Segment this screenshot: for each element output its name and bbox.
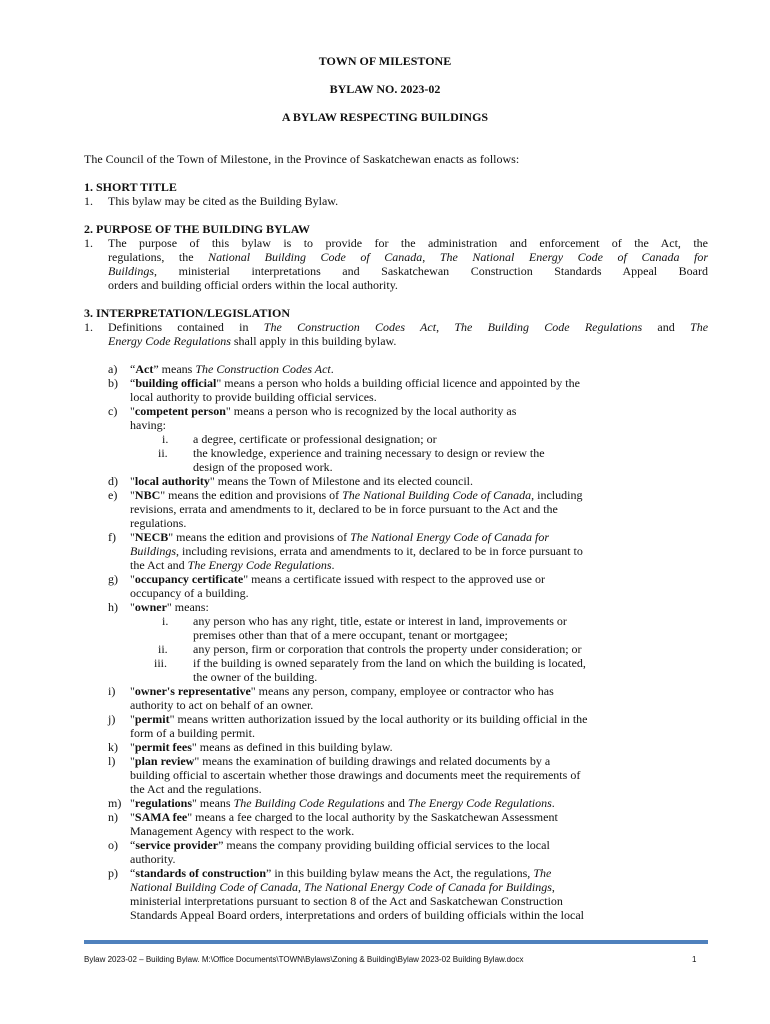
def-l-label: l) (108, 754, 116, 768)
def-n-line-2: Management Agency with respect to the work. (130, 824, 355, 838)
def-h-ii-text: any person, firm or corporation that controls the property under consideration; or (193, 642, 582, 656)
bylaw-subject: A BYLAW RESPECTING BUILDINGS (281, 110, 489, 124)
def-d-line-1: "local authority" means the Town of Milestone and its elected council. (130, 474, 474, 488)
section-3-line-2: Energy Code Regulations shall apply in this building bylaw. (108, 334, 397, 348)
def-b-line-2: local authority to provide building official services. (130, 390, 377, 404)
def-j-label: j) (108, 712, 116, 726)
def-c-label: c) (108, 404, 118, 418)
def-g-line-1: "occupancy certificate" means a certificate issued with respect to the approved use or (130, 572, 545, 586)
def-p-label: p) (108, 866, 118, 880)
def-h-i-text: any person who has any right, title, estate or interest in land, improvements or (193, 614, 567, 628)
def-e-line-3: regulations. (130, 516, 187, 530)
def-c-ii-text: the knowledge, experience and training necessary to design or review the (193, 446, 545, 460)
section-1-number: 1. (84, 194, 93, 208)
def-c-i-number: i. (162, 432, 169, 446)
section-3-line-1: Definitions contained in The Construction Codes Act, The Building Code Regulations and The (108, 320, 709, 334)
def-l-line-1: "plan review" means the examination of building drawings and related documents by a (130, 754, 551, 768)
def-k-line-1: "permit fees" means as defined in this building bylaw. (130, 740, 393, 754)
def-h-i-line-2: premises other than that of a mere occupant, tenant or mortgagee; (193, 628, 508, 642)
def-j-line-1: "permit" means written authorization issued by the local authority or its building official in the (130, 712, 588, 726)
def-p-line-3: ministerial interpretations pursuant to section 8 of the Act and Saskatchewan Construction (130, 894, 563, 908)
def-p-line-2: National Building Code of Canada, The National Energy Code of Canada for Buildings, (130, 880, 555, 894)
def-l-line-3: the Act and the regulations. (130, 782, 262, 796)
def-g-line-2: occupancy of a building. (130, 586, 249, 600)
def-h-ii-number: ii. (158, 642, 168, 656)
def-j-line-2: form of a building permit. (130, 726, 255, 740)
def-f-label: f) (108, 530, 116, 544)
def-c-i-text: a degree, certificate or professional designation; or (193, 432, 437, 446)
def-o-label: o) (108, 838, 118, 852)
def-e-line-1: "NBC" means the edition and provisions of The National Building Code of Canada, including (130, 488, 583, 502)
section-2-line-4: orders and building official orders within the local authority. (108, 278, 398, 292)
def-b-line-1: “building official" means a person who holds a building official licence and appointed by the (130, 376, 580, 390)
section-3-number: 1. (84, 320, 93, 334)
def-h-iii-line-2: the owner of the building. (193, 670, 318, 684)
def-h-i-number: i. (162, 614, 169, 628)
def-b-label: b) (108, 376, 118, 390)
town-title: TOWN OF MILESTONE (318, 54, 452, 68)
def-h-iii-text: if the building is owned separately from the land on which the building is located, (193, 656, 586, 670)
section-1-heading: 1. SHORT TITLE (84, 180, 177, 194)
def-p-line-4: Standards Appeal Board orders, interpretations and orders of building officials within the local (130, 908, 585, 922)
def-h-iii-number: iii. (154, 656, 168, 670)
page-number: 1 (692, 955, 697, 964)
def-e-line-2: revisions, errata and amendments to it, declared to be in force pursuant to the Act and the (130, 502, 558, 516)
def-i-line-1: "owner's representative" means any person, company, employee or contractor who has (130, 684, 554, 698)
footer-text: Bylaw 2023-02 – Building Bylaw. M:\Office Documents\TOWN\Bylaws\Zoning & Building\Bylaw 2023-02 Building Bylaw.docx (84, 955, 524, 964)
section-2-heading: 2. PURPOSE OF THE BUILDING BYLAW (84, 222, 311, 236)
section-1-text: This bylaw may be cited as the Building Bylaw. (108, 194, 339, 208)
def-f-line-2: Buildings, including revisions, errata and amendments to it, declared to be in force pursuant to (130, 544, 583, 558)
def-a-line-1: “Act” means The Construction Codes Act. (130, 362, 334, 376)
def-g-label: g) (108, 572, 118, 586)
def-o-line-1: “service provider” means the company providing building official services to the local (130, 838, 550, 852)
def-n-line-1: "SAMA fee" means a fee charged to the local authority by the Saskatchewan Assessment (130, 810, 558, 824)
enacting-clause: The Council of the Town of Milestone, in the Province of Saskatchewan enacts as follows: (84, 152, 520, 166)
def-h-label: h) (108, 600, 118, 614)
def-e-label: e) (108, 488, 118, 502)
section-2-number: 1. (84, 236, 93, 250)
def-m-label: m) (108, 796, 122, 810)
def-i-label: i) (108, 684, 116, 698)
section-3-heading: 3. INTERPRETATION/LEGISLATION (84, 306, 291, 320)
section-2-line-2: regulations, the National Building Code of Canada, The National Energy Code of Canada for (108, 250, 708, 264)
def-m-line-1: "regulations" means The Building Code Regulations and The Energy Code Regulations. (130, 796, 555, 810)
def-f-line-3: the Act and The Energy Code Regulations. (130, 558, 335, 572)
def-c-line-1: "competent person" means a person who is recognized by the local authority as (130, 404, 517, 418)
def-h-line-1: "owner" means: (130, 600, 209, 614)
def-a-label: a) (108, 362, 118, 376)
def-l-line-2: building official to ascertain whether those drawings and documents meet the requirements of (130, 768, 581, 782)
def-p-line-1: “standards of construction” in this building bylaw means the Act, the regulations, The (130, 866, 552, 880)
def-d-label: d) (108, 474, 118, 488)
bylaw-number: BYLAW NO. 2023-02 (329, 82, 441, 96)
def-c-ii-line-2: design of the proposed work. (193, 460, 333, 474)
def-n-label: n) (108, 810, 118, 824)
def-i-line-2: authority to act on behalf of an owner. (130, 698, 314, 712)
def-o-line-2: authority. (130, 852, 176, 866)
def-f-line-1: "NECB" means the edition and provisions of The National Energy Code of Canada for (130, 530, 550, 544)
def-k-label: k) (108, 740, 118, 754)
section-2-line-3: Buildings, ministerial interpretations and Saskatchewan Construction Standards Appeal Board (108, 264, 708, 278)
section-2-line-1: The purpose of this bylaw is to provide for the administration and enforcement of the Act, the (108, 236, 708, 250)
footer-rule (84, 940, 708, 944)
def-c-ii-number: ii. (158, 446, 168, 460)
def-c-line-2: having: (130, 418, 166, 432)
